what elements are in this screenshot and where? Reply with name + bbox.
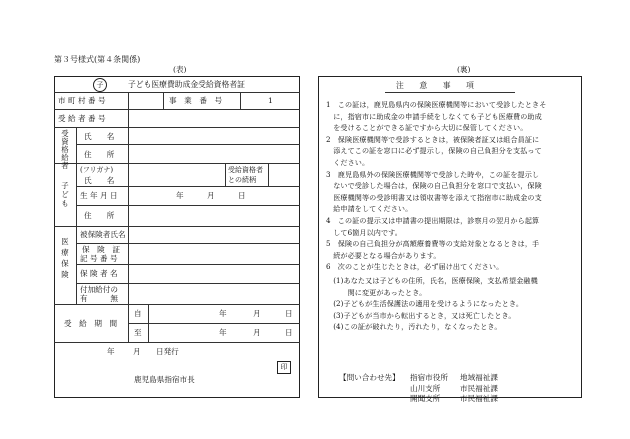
divider xyxy=(240,92,241,109)
relation-label-2: との続柄 xyxy=(228,176,256,184)
divider xyxy=(76,205,300,206)
contact-office: 開聞支所 xyxy=(410,394,441,403)
contact-dept: 市民福祉課 xyxy=(460,384,498,393)
insured-name-label: 被保険者氏名 xyxy=(80,230,126,239)
contact-office: 山川支所 xyxy=(410,384,441,393)
insurer-name-label: 保 険 者 名 xyxy=(80,269,118,278)
note-line: 6 次のことが生じたときは，必ず届け出てください。 xyxy=(326,262,504,272)
from-year: 年 xyxy=(219,309,227,318)
insurance-group-label: 医療保険 xyxy=(61,237,69,279)
contact-label: 【問い合わせ先】 xyxy=(339,373,400,382)
issue-suffix: 日発行 xyxy=(156,347,179,356)
to-label: 至 xyxy=(134,328,142,337)
birthdate-label: 生 年 月 日 xyxy=(80,191,118,200)
issuer-name: 鹿児島県指宿市長 xyxy=(134,375,195,384)
note-line: 添えてこの証を窓口に必ず提示し，保険の自己負担分を支払って xyxy=(326,146,542,156)
child-address-label: 住 所 xyxy=(84,211,115,220)
validity-label: 受 給 期 間 xyxy=(64,319,118,328)
divider xyxy=(128,323,300,324)
note-line: (2)子どもが生活保護法の適用を受けるようになったとき。 xyxy=(326,299,524,309)
divider xyxy=(163,92,164,109)
divider xyxy=(54,226,300,227)
issue-year: 年 xyxy=(107,347,115,356)
insurance-card-label-2: 記 号 番 号 xyxy=(80,254,118,263)
note-line: (3)子どもが当市から転出するとき，又は死亡したとき。 xyxy=(326,310,516,320)
birth-year: 年 xyxy=(176,191,184,200)
divider xyxy=(54,342,300,343)
name-label: 氏 名 xyxy=(84,132,115,141)
divider xyxy=(76,186,300,187)
business-no-value: 1 xyxy=(268,96,273,105)
qualifier-group-label: 受資格給者 xyxy=(61,129,69,170)
addl-benefit-label-2: 有 無 xyxy=(80,294,118,303)
note-line: 3 鹿児島県外の保険医療機関等で受診した時や，この証を提示し xyxy=(326,169,540,179)
note-line: 給申請をしてください。 xyxy=(326,204,413,214)
divider xyxy=(268,163,269,186)
divider xyxy=(54,92,300,93)
title-underline xyxy=(385,92,515,93)
note-line: ないで受診した場合は，保険の自己負担分を窓口で支払い，保険 xyxy=(326,181,542,191)
recipient-no-label: 受 給 者 番 号 xyxy=(58,114,106,123)
note-line: して6箇月以内です。 xyxy=(326,227,402,237)
address-label: 住 所 xyxy=(84,150,115,159)
note-line: 2 保険医療機関等で受診するときは，被保険者証又は組合員証に xyxy=(326,134,540,144)
note-line: 医療機関等の受診明書又は領収書等を添えて指宿市に助成金の支 xyxy=(326,192,542,202)
divider xyxy=(76,144,300,145)
front-title: 子ども医療費助成金受給資格者証 xyxy=(128,80,245,89)
contact-dept: 市民福祉課 xyxy=(460,394,498,403)
divider xyxy=(76,226,77,304)
divider xyxy=(54,109,300,110)
furigana-label: (フリガナ) xyxy=(80,166,114,174)
note-line: 続が必要となる場合があります。 xyxy=(326,250,441,260)
child-circle-mark: 子 xyxy=(93,78,107,92)
divider xyxy=(128,92,129,342)
contact-dept: 地域福祉課 xyxy=(460,373,498,382)
front-side-label: (表) xyxy=(173,65,187,74)
note-line: (4)この証が破れたり，汚れたり，なくなったとき。 xyxy=(326,322,502,332)
relation-label-1: 受給資格者 xyxy=(228,166,263,174)
divider xyxy=(148,304,149,342)
divider xyxy=(54,304,300,305)
business-no-label: 事 業 番 号 xyxy=(169,96,223,105)
from-label: 自 xyxy=(134,309,142,318)
note-line: (1)あなた又は子どもの住所，氏名，医療保険，支払希望金融機 xyxy=(326,276,538,285)
birth-month: 月 xyxy=(207,191,215,200)
back-title: 注 意 事 項 xyxy=(396,81,474,90)
divider xyxy=(54,163,300,164)
note-line: 関に変更があったとき。 xyxy=(326,287,427,297)
from-day: 日 xyxy=(285,309,293,318)
note-line: を受けることができる証ですから大切に保管してください。 xyxy=(326,123,528,133)
addl-benefit-label-1: 付加給付の xyxy=(80,285,118,294)
back-side-label: (裏) xyxy=(457,65,471,74)
insurance-card-label-1: 保 険 証 xyxy=(82,245,120,254)
to-day: 日 xyxy=(285,328,293,337)
child-group-label: 子ども xyxy=(61,181,69,208)
form-number: 第３号様式(第４条関係) xyxy=(54,55,141,64)
issue-month: 月 xyxy=(133,347,141,356)
divider xyxy=(76,127,77,163)
to-month: 月 xyxy=(253,328,261,337)
divider xyxy=(76,264,300,265)
divider xyxy=(225,163,226,186)
note-line: ください。 xyxy=(326,158,370,167)
child-name-label: 氏 名 xyxy=(84,176,115,185)
divider xyxy=(54,127,300,128)
note-line: 1 この証は，鹿児島県内の保険医療機関等において受診したときそ xyxy=(326,100,547,109)
note-line: に，指宿市に助成金の申請手続をしなくても子ども医療費の助成 xyxy=(326,111,542,121)
divider xyxy=(76,283,300,284)
divider xyxy=(76,243,300,244)
divider xyxy=(76,163,77,226)
seal-mark: 印 xyxy=(277,361,291,374)
contact-office: 指宿市役所 xyxy=(410,373,448,382)
birth-day: 日 xyxy=(238,191,246,200)
note-line: 5 保険の自己負担分が高額療養費等の支給対象となるときは，手 xyxy=(326,239,540,249)
to-year: 年 xyxy=(219,328,227,337)
from-month: 月 xyxy=(253,309,261,318)
note-line: 4 この証の提示又は申請書の提出期限は，診察月の翌月から起算 xyxy=(326,216,540,225)
municipality-no-label: 市 町 村 番 号 xyxy=(58,96,106,105)
